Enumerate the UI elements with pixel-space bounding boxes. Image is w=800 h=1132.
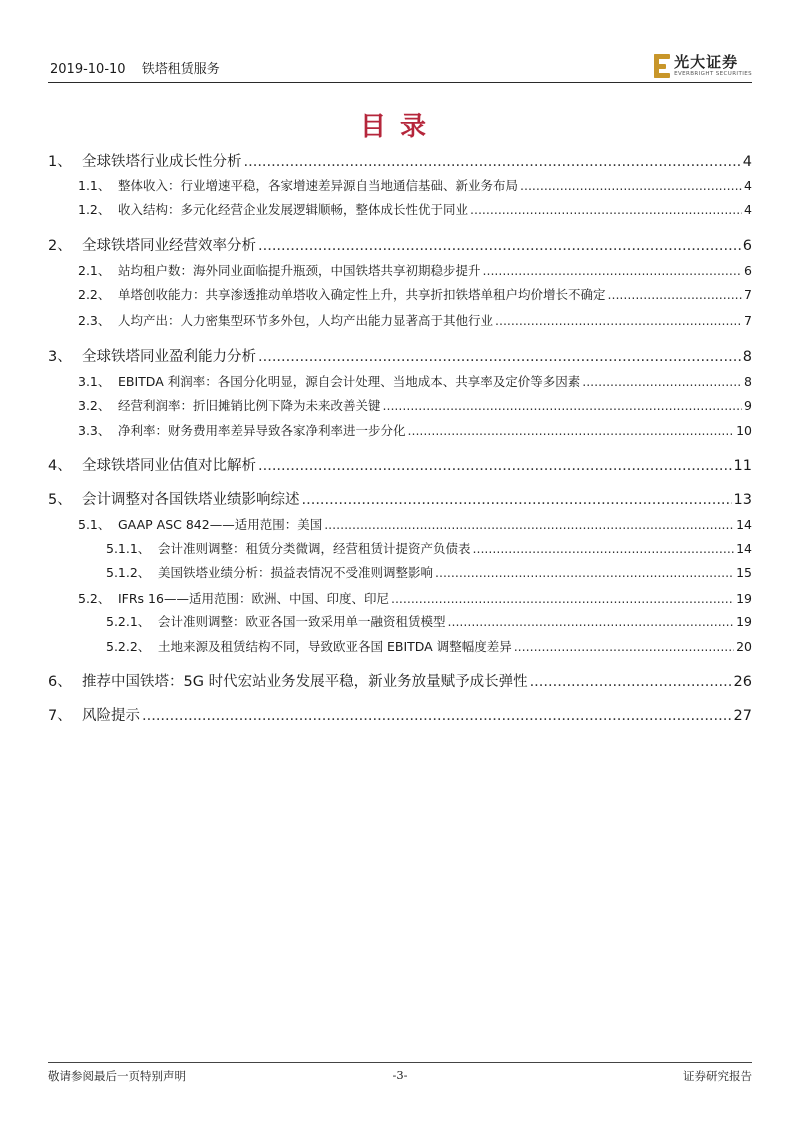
toc-entry-number: 3.1、: [78, 374, 111, 389]
toc-dot-leader: [391, 591, 734, 606]
toc-entry-title: 全球铁塔同业估值对比解析: [82, 458, 256, 474]
toc-entry-title: 美国铁塔业绩分析：损益表情况不受准则调整影响: [158, 565, 434, 580]
toc-entry[interactable]: [48, 515, 752, 533]
toc-entry-page: 10: [736, 423, 752, 438]
toc-entry-title: 全球铁塔行业成长性分析: [82, 154, 242, 170]
toc-entry[interactable]: [48, 637, 752, 655]
toc-entry-title: 收入结构：多元化经营企业发展逻辑顺畅，整体成长性优于同业: [118, 202, 469, 217]
toc-entry-title: 站均租户数：海外同业面临提升瓶颈，中国铁塔共享初期稳步提升: [118, 263, 481, 278]
toc-entry-number: 3.2、: [78, 398, 111, 413]
toc-dot-leader: [514, 639, 734, 654]
toc-entry-page: 19: [736, 591, 752, 606]
toc-entry-page: 14: [736, 541, 752, 556]
toc-dot-leader: [408, 423, 735, 438]
toc-entry-page: 7: [744, 313, 752, 328]
toc-entry[interactable]: [48, 285, 752, 303]
toc-entry-title: 全球铁塔同业盈利能力分析: [82, 349, 256, 365]
toc-entry[interactable]: [48, 150, 752, 171]
logo-name-cn: 光大证券: [674, 52, 739, 71]
toc-entry-number: 5.1.2、: [106, 565, 151, 580]
toc-entry-number: 6、: [48, 674, 72, 690]
toc-entry[interactable]: [48, 372, 752, 390]
toc-dot-leader: [258, 458, 732, 474]
toc-entry-page: 8: [744, 374, 752, 389]
toc-dot-leader: [258, 238, 741, 254]
toc-entry-page: 20: [736, 639, 752, 654]
toc-entry[interactable]: [48, 488, 752, 509]
toc-entry-number: 2.3、: [78, 313, 111, 328]
page-footer: [48, 1062, 752, 1083]
toc-entry-page: 14: [736, 517, 752, 532]
toc-entry-number: 5.2.2、: [106, 639, 151, 654]
toc-entry-title: 净利率：财务费用率差异导致各家净利率进一步分化: [118, 423, 406, 438]
toc-entry-title: 会计准则调整：欧亚各国一致采用单一融资租赁模型: [158, 614, 446, 629]
toc-entry-page: 4: [744, 178, 752, 193]
toc-entry-number: 1.2、: [78, 202, 111, 217]
toc-entry-page: 27: [733, 708, 752, 724]
toc-entry-title: 经营利润率：折旧摊销比例下降为未来改善关键: [118, 398, 381, 413]
toc-entry-number: 5、: [48, 492, 72, 508]
toc-entry-title: IFRs 16——适用范围：欧洲、中国、印度、印尼: [118, 591, 389, 606]
toc-dot-leader: [448, 614, 735, 629]
toc-entry[interactable]: [48, 200, 752, 218]
toc-entry-title: 推荐中国铁塔：5G 时代宏站业务发展平稳，新业务放量赋予成长弹性: [82, 674, 528, 690]
toc-dot-leader: [582, 374, 742, 389]
toc-entry[interactable]: [48, 589, 752, 607]
toc-entry[interactable]: [48, 704, 752, 725]
toc-entry-page: 11: [733, 458, 752, 474]
toc-entry-number: 1、: [48, 154, 72, 170]
footer-disclaimer: 敬请参阅最后一页特别声明: [48, 1069, 186, 1083]
toc-entry-number: 5.1、: [78, 517, 111, 532]
toc-entry[interactable]: [48, 176, 752, 194]
toc-dot-leader: [520, 178, 742, 193]
toc-dot-leader: [608, 287, 743, 302]
toc-entry[interactable]: [48, 612, 752, 630]
toc-entry-number: 5.1.1、: [106, 541, 151, 556]
toc-entry-title: EBITDA 利润率：各国分化明显，源自会计处理、当地成本、共享率及定价等多因素: [118, 374, 581, 389]
toc-entry-page: 6: [744, 263, 752, 278]
toc-dot-leader: [302, 492, 732, 508]
toc-entry-number: 7、: [48, 708, 72, 724]
toc-dot-leader: [470, 202, 742, 217]
toc-entry[interactable]: [48, 261, 752, 279]
footer-report-type: 证券研究报告: [683, 1069, 752, 1083]
toc-entry-page: 8: [742, 349, 752, 365]
toc-entry-title: GAAP ASC 842——适用范围：美国: [118, 517, 323, 532]
toc-entry[interactable]: [48, 345, 752, 366]
toc-entry-title: 风险提示: [82, 708, 140, 724]
toc-dot-leader: [473, 541, 735, 556]
toc-entry-page: 4: [742, 154, 752, 170]
toc-entry-page: 26: [733, 674, 752, 690]
toc-entry-number: 5.2、: [78, 591, 111, 606]
toc-entry[interactable]: [48, 539, 752, 557]
toc-entry-page: 4: [744, 202, 752, 217]
toc-entry-number: 3、: [48, 349, 72, 365]
toc-entry[interactable]: [48, 311, 752, 329]
toc-entry-page: 7: [744, 287, 752, 302]
toc-entry-title: 全球铁塔同业经营效率分析: [82, 238, 256, 254]
report-date: 2019-10-10: [50, 62, 126, 77]
page-number: -3-: [392, 1068, 408, 1082]
toc-entry-page: 19: [736, 614, 752, 629]
toc-entry[interactable]: [48, 396, 752, 414]
toc-entry-title: 单塔创收能力：共享渗透推动单塔收入确定性上升，共享折扣铁塔单租户均价增长不确定: [118, 287, 606, 302]
toc-dot-leader: [324, 517, 734, 532]
toc-dot-leader: [142, 708, 732, 724]
toc-entry[interactable]: [48, 670, 752, 691]
toc-dot-leader: [244, 154, 741, 170]
everbright-logo: [654, 54, 752, 78]
page-header: [48, 40, 752, 83]
toc-entry-page: 13: [733, 492, 752, 508]
toc-dot-leader: [495, 313, 742, 328]
page-title: 目录: [359, 112, 440, 142]
toc-entry-page: 6: [742, 238, 752, 254]
logo-name-en: EVERBRIGHT SECURITIES: [674, 70, 752, 77]
toc-entry-number: 1.1、: [78, 178, 111, 193]
toc-entry-title: 土地来源及租赁结构不同，导致欧亚各国 EBITDA 调整幅度差异: [158, 639, 512, 654]
toc-entry-title: 整体收入：行业增速平稳，各家增速差异源自当地通信基础、新业务布局: [118, 178, 519, 193]
toc-entry[interactable]: [48, 454, 752, 475]
toc-entry-page: 9: [744, 398, 752, 413]
toc-dot-leader: [483, 263, 743, 278]
toc-entry-number: 2.2、: [78, 287, 111, 302]
toc-entry[interactable]: [48, 234, 752, 255]
toc-entry-title: 人均产出：人力密集型环节多外包，人均产出能力显著高于其他行业: [118, 313, 494, 328]
toc-entry-number: 2、: [48, 238, 72, 254]
report-topic: 铁塔租赁服务: [141, 62, 220, 77]
toc-dot-leader: [435, 565, 734, 580]
logo-mark-icon: [654, 54, 670, 78]
toc-entry[interactable]: [48, 421, 752, 439]
toc-entry-page: 15: [736, 565, 752, 580]
toc-entry-number: 2.1、: [78, 263, 111, 278]
toc-entry-number: 5.2.1、: [106, 614, 151, 629]
toc-entry-number: 3.3、: [78, 423, 111, 438]
toc-entry-title: 会计准则调整：租赁分类微调，经营租赁计提资产负债表: [158, 541, 471, 556]
header-info: [50, 58, 220, 77]
toc-entry-number: 4、: [48, 458, 72, 474]
toc-dot-leader: [258, 349, 741, 365]
toc-entry[interactable]: [48, 563, 752, 581]
toc-entry-title: 会计调整对各国铁塔业绩影响综述: [82, 492, 300, 508]
toc-dot-leader: [383, 398, 743, 413]
toc-dot-leader: [530, 674, 732, 690]
